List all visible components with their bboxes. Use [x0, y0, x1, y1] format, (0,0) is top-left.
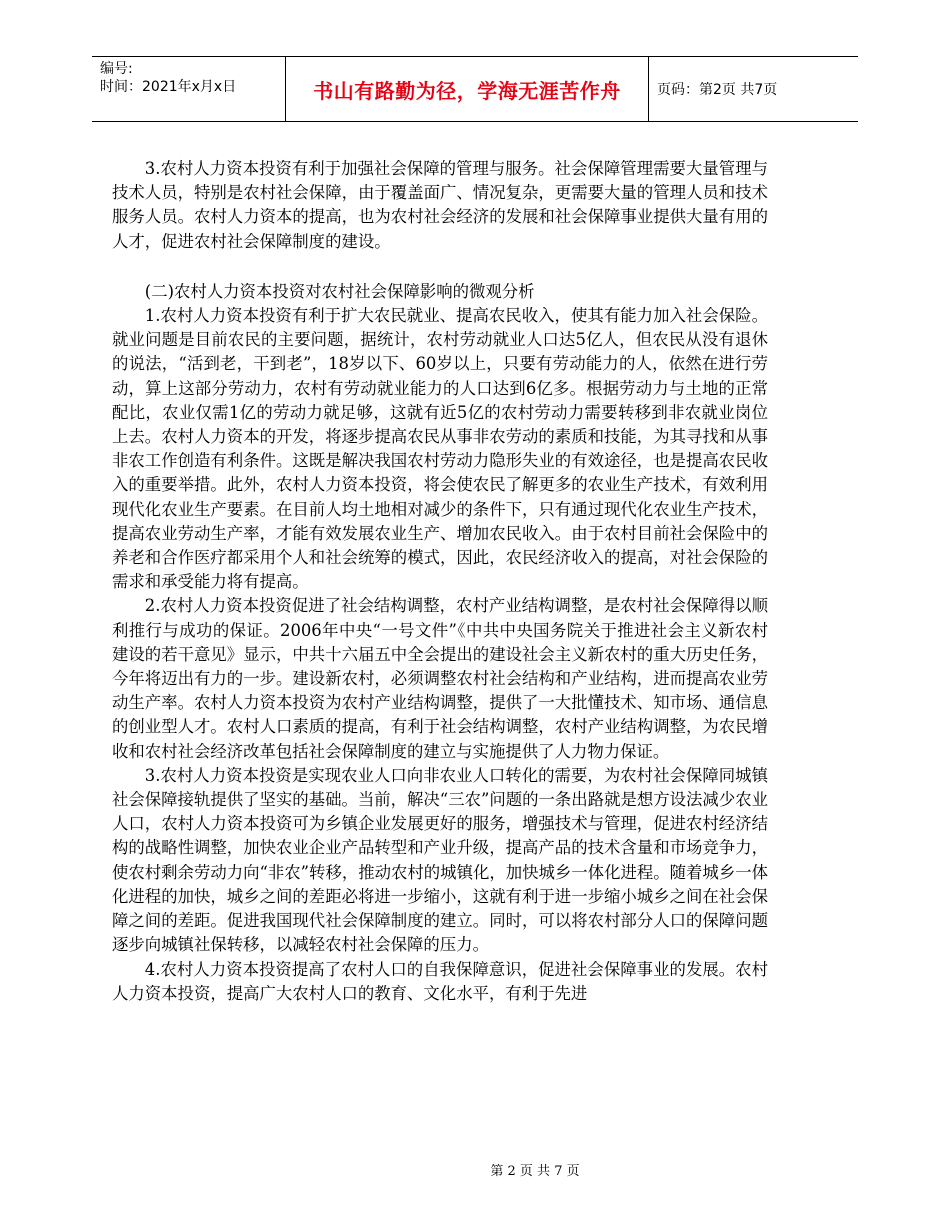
header-info-cell — [92, 57, 286, 121]
section-heading: (二)农村人力资本投资对农村社会保障影响的微观分析 — [144, 281, 535, 301]
paragraph-3: 2.农村人力资本投资促进了社会结构调整，农村产业结构调整，是农村社会保障得以顺利推行与成功的保证。2006年中央“一号文件”《中共中央国务院关于推进社会主义新农村建设的若干意见》显示，中共十六届五中全会提出的建设社会主义新农村的重大历史任务，今年将迈出有力的一步。建设新农村，必须调整农村社会结构和产业结构，进而提高农业劳动生产率。农村人力资本投资为农村产业结构调整，提供了一大批懂技术、知市场、通信息的创业型人才。农村人口素质的提高，有利于社会结构调整，农村产业结构调整，为农民增收和农村社会经济改革包括社会保障制度的建立与实施提供了人力物力保证。 — [112, 596, 768, 761]
number-label: 编号: — [100, 61, 133, 77]
footer-page-number: 第 2 页 共 7 页 — [490, 1164, 580, 1179]
page-number-label: 页码：第2页 共7页 — [657, 82, 778, 98]
document-body — [112, 157, 768, 1006]
paragraph-1: 3.农村人力资本投资有利于加强社会保障的管理与服务。社会保障管理需要大量管理与技术人员，特别是农村社会保障，由于覆盖面广、情况复杂，更需要大量的管理人员和技术服务人员。农村人力资本的提高，也为农村社会经济的发展和社会保障事业提供大量有用的人才，促进农村社会保障制度的建设。 — [112, 159, 768, 251]
paragraph-4: 3.农村人力资本投资是实现农业人口向非农业人口转化的需要，为农村社会保障同城镇社会保障接轨提供了坚实的基础。当前，解决“三农”问题的一条出路就是想方设法减少农业人口，农村人力资本投资可为乡镇企业发展更好的服务，增强技术与管理，促进农村经济结构的战略性调整，加快农业企业产品转型和产业升级，提高产品的技术含量和市场竞争力，使农村剩余劳动力向“非农”转移，推动农村的城镇化，加快城乡一体化进程。随着城乡一体化进程的加快，城乡之间的差距必将进一步缩小，这就有利于进一步缩小城乡之间在社会保障之间的差距。促进我国现代社会保障制度的建立。同时，可以将农村部分人口的保障问题逐步向城镇社保转移，以减轻农村社会保障的压力。 — [112, 765, 768, 955]
motto-text: 书山有路勤为径，学海无涯苦作舟 — [313, 78, 621, 103]
page-footer — [0, 1160, 950, 1179]
time-label: 时间：2021年x月x日 — [100, 79, 237, 95]
header-motto-cell — [286, 57, 649, 121]
paragraph-2: 1.农村人力资本投资有利于扩大农民就业、提高农民收入，使其有能力加入社会保险。就业问题是目前农民的主要问题，据统计，农村劳动就业人口达5亿人，但农民从没有退休的说法，“活到老，干到老”，18岁以下、60岁以上，只要有劳动能力的人，依然在进行劳动，算上这部分劳动力，农村有劳动就业能力的人口达到6亿多。根据劳动力与土地的正常配比，农业仅需1亿的劳动力就足够，这就有近5亿的农村劳动力需要转移到非农就业岗位上去。农村人力资本的开发，将逐步提高农民从事非农劳动的素质和技能，为其寻找和从事非农工作创造有利条件。这既是解决我国农村劳动力隐形失业的有效途径，也是提高农民收入的重要举措。此外，农村人力资本投资，将会使农民了解更多的农业生产技术，有效利用现代化农业生产要素。在目前人均土地相对减少的条件下，只有通过现代化农业生产技术，提高农业劳动生产率，才能有效发展农业生产、增加农民收入。由于农村目前社会保险中的养老和合作医疗都采用个人和社会统筹的模式，因此，农民经济收入的提高，对社会保险的需求和承受能力将有提高。 — [112, 306, 768, 592]
header-page-cell — [649, 57, 858, 121]
page-header — [92, 56, 858, 122]
paragraph-5: 4.农村人力资本投资提高了农村人口的自我保障意识，促进社会保障事业的发展。农村人力资本投资，提高广大农村人口的教育、文化水平，有利于先进 — [112, 959, 768, 1003]
